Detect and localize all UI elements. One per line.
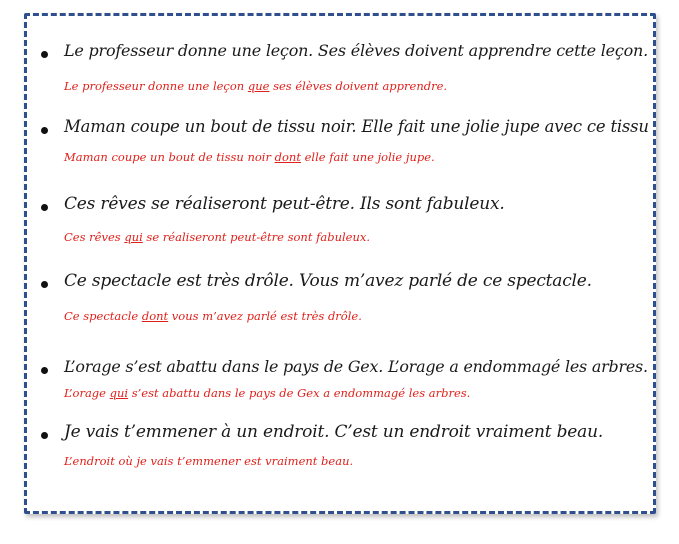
answer-sentence: [64, 386, 470, 400]
exercise-frame: [24, 13, 656, 514]
source-sentence: Ces rêves se réaliseront peut-être. Ils sont fabuleux.: [64, 194, 505, 214]
answer-sentence: [64, 150, 435, 164]
answer-sentence: [64, 230, 370, 244]
answer-part: se réaliseront peut-être sont fabuleux.: [142, 230, 371, 244]
relative-pronoun: dont: [141, 309, 169, 323]
answer-part: L’endroit où je vais t’emmener est vraiment beau.: [64, 454, 354, 468]
answer-part: ses élèves doivent apprendre.: [269, 79, 448, 93]
answer-part: L’orage: [64, 386, 110, 400]
bullet-icon: [41, 281, 48, 288]
bullet-icon: [41, 51, 48, 58]
relative-pronoun: qui: [124, 230, 143, 244]
answer-sentence: [64, 454, 353, 468]
bullet-icon: [41, 367, 48, 374]
source-sentence: Je vais t’emmener à un endroit. C’est un endroit vraiment beau.: [64, 422, 604, 442]
answer-part: s’est abattu dans le pays de Gex a endommagé les arbres.: [128, 386, 471, 400]
answer-part: Le professeur donne une leçon: [64, 79, 248, 93]
bullet-icon: [41, 127, 48, 134]
relative-pronoun: qui: [109, 386, 129, 400]
answer-part: Ce spectacle: [64, 309, 142, 323]
source-sentence: L’orage s’est abattu dans le pays de Gex. L’orage a endommagé les arbres.: [64, 357, 648, 376]
bullet-icon: [41, 204, 48, 211]
answer-part: vous m’avez parlé est très drôle.: [168, 309, 362, 323]
source-sentence: Ce spectacle est très drôle. Vous m’avez parlé de ce spectacle.: [64, 271, 592, 291]
relative-pronoun: dont: [274, 150, 301, 164]
source-sentence: Maman coupe un bout de tissu noir. Elle fait une jolie jupe avec ce tissu: [64, 117, 649, 136]
answer-part: Maman coupe un bout de tissu noir: [64, 150, 275, 164]
answer-sentence: [64, 79, 447, 93]
answer-part: elle fait une jolie jupe.: [300, 150, 435, 164]
answer-part: Ces rêves: [64, 230, 125, 244]
relative-pronoun: que: [247, 79, 270, 93]
bullet-icon: [41, 432, 48, 439]
answer-sentence: [64, 309, 362, 323]
source-sentence: Le professeur donne une leçon. Ses élèves doivent apprendre cette leçon.: [64, 41, 648, 60]
